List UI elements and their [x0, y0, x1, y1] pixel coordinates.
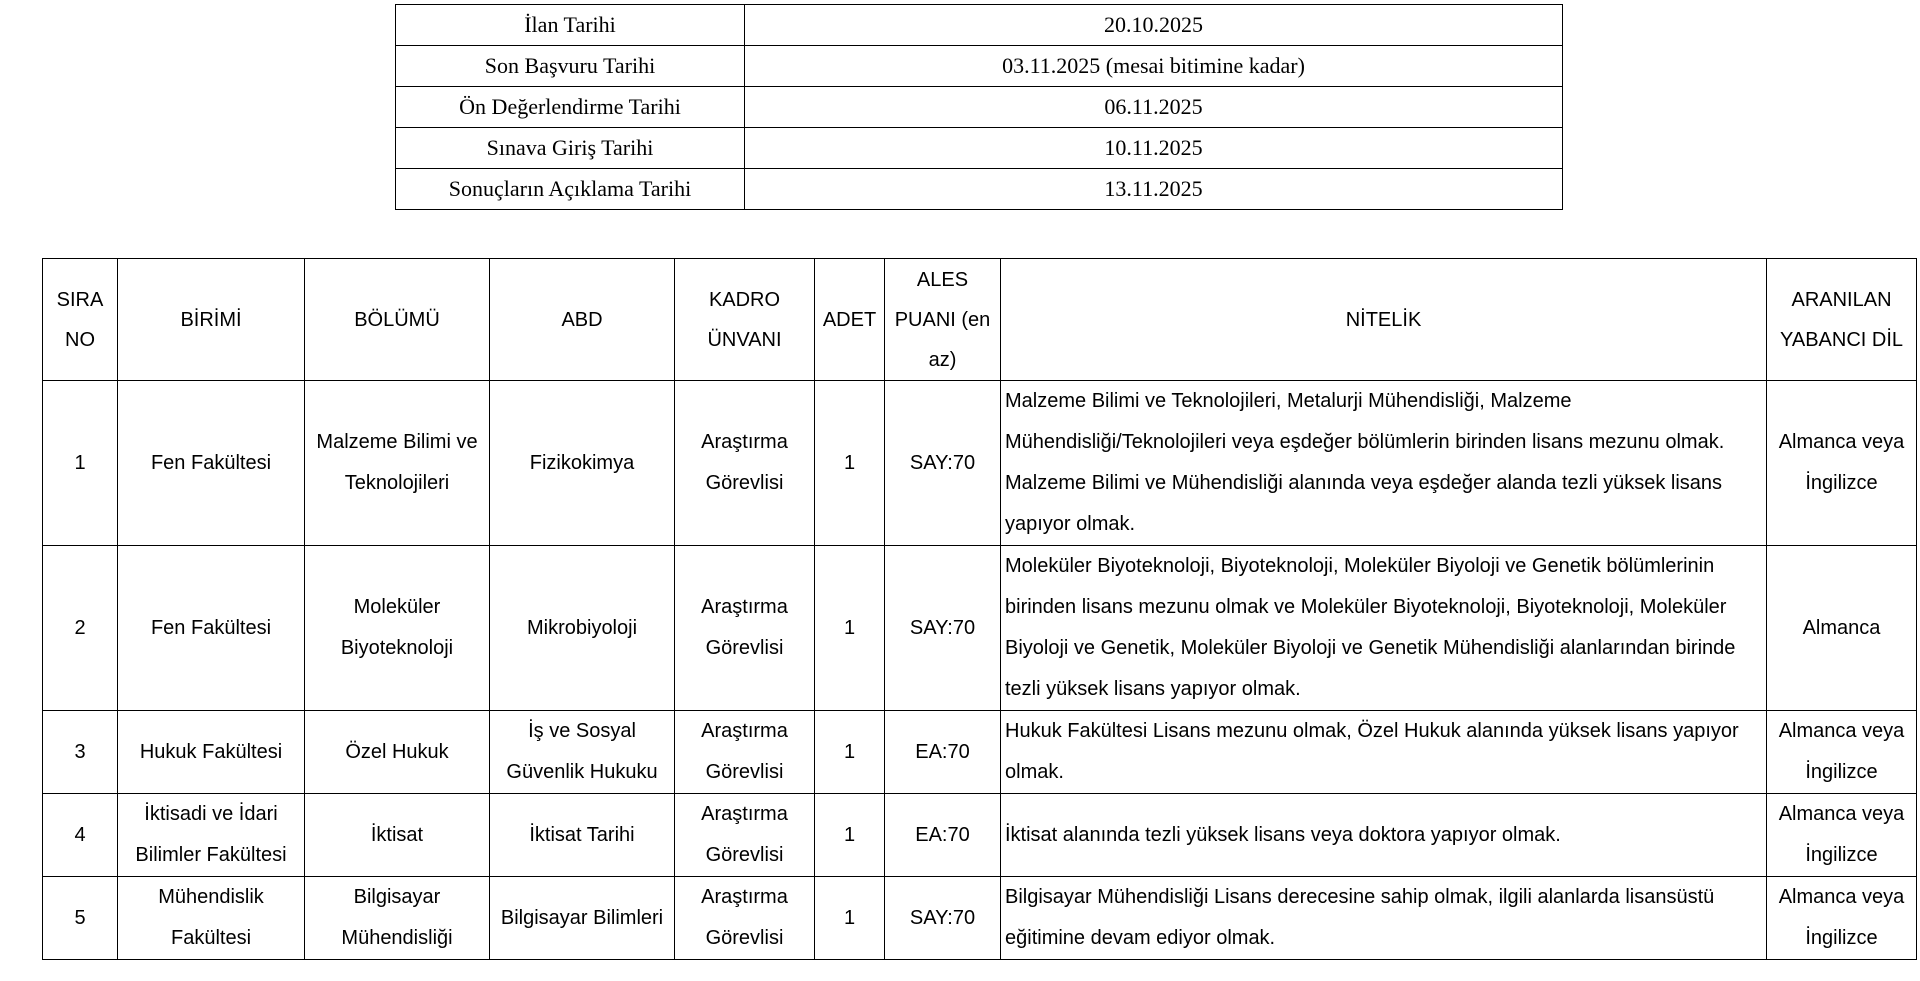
table-row: [43, 381, 1917, 546]
date-label: İlan Tarihi: [396, 5, 745, 46]
cell-nitelik: Bilgisayar Mühendisliği Lisans derecesine sahip olmak, ilgili alanlarda lisansüstü eğitimine devam ediyor olmak.: [1001, 877, 1767, 960]
cell-bolumu: Bilgisayar Mühendisliği: [305, 877, 490, 960]
date-row-sonuc-aciklama: [396, 169, 1563, 210]
cell-kadro-unvani: Araştırma Görevlisi: [675, 546, 815, 711]
cell-adet: 1: [815, 794, 885, 877]
cell-birimi: Mühendislik Fakültesi: [118, 877, 305, 960]
cell-sira-no: 2: [43, 546, 118, 711]
date-value: 03.11.2025 (mesai bitimine kadar): [745, 46, 1563, 87]
date-value: 20.10.2025: [745, 5, 1563, 46]
date-row-ilan: [396, 5, 1563, 46]
cell-abd: Bilgisayar Bilimleri: [490, 877, 675, 960]
cell-kadro-unvani: Araştırma Görevlisi: [675, 711, 815, 794]
table-row: [43, 711, 1917, 794]
header-nitelik: NİTELİK: [1001, 259, 1767, 381]
cell-adet: 1: [815, 381, 885, 546]
cell-ales-puani: EA:70: [885, 711, 1001, 794]
cell-ales-puani: SAY:70: [885, 546, 1001, 711]
cell-sira-no: 4: [43, 794, 118, 877]
date-value: 13.11.2025: [745, 169, 1563, 210]
cell-birimi: İktisadi ve İdari Bilimler Fakültesi: [118, 794, 305, 877]
positions-table: [42, 258, 1917, 960]
date-row-on-degerlendirme: [396, 87, 1563, 128]
cell-bolumu: Özel Hukuk: [305, 711, 490, 794]
cell-kadro-unvani: Araştırma Görevlisi: [675, 794, 815, 877]
table-row: [43, 546, 1917, 711]
date-value: 06.11.2025: [745, 87, 1563, 128]
cell-kadro-unvani: Araştırma Görevlisi: [675, 381, 815, 546]
cell-ales-puani: EA:70: [885, 794, 1001, 877]
cell-bolumu: Moleküler Biyoteknoloji: [305, 546, 490, 711]
date-label: Son Başvuru Tarihi: [396, 46, 745, 87]
cell-birimi: Hukuk Fakültesi: [118, 711, 305, 794]
header-sira-no: SIRA NO: [43, 259, 118, 381]
cell-nitelik: Malzeme Bilimi ve Teknolojileri, Metalurji Mühendisliği, Malzeme Mühendisliği/Teknolojileri veya eşdeğer bölümlerin birinden lisans mezunu olmak. Malzeme Bilimi ve Mühendisliği alanında veya eşdeğer alanda tezli yüksek lisans yapıyor olmak.: [1001, 381, 1767, 546]
cell-abd: İş ve Sosyal Güvenlik Hukuku: [490, 711, 675, 794]
date-row-sinava-giris: [396, 128, 1563, 169]
cell-yabanci-dil: Almanca: [1767, 546, 1917, 711]
cell-sira-no: 5: [43, 877, 118, 960]
cell-abd: Mikrobiyoloji: [490, 546, 675, 711]
cell-abd: İktisat Tarihi: [490, 794, 675, 877]
date-label: Ön Değerlendirme Tarihi: [396, 87, 745, 128]
date-row-son-basvuru: [396, 46, 1563, 87]
cell-abd: Fizikokimya: [490, 381, 675, 546]
header-yabanci-dil: ARANILAN YABANCI DİL: [1767, 259, 1917, 381]
date-label: Sınava Giriş Tarihi: [396, 128, 745, 169]
cell-birimi: Fen Fakültesi: [118, 546, 305, 711]
header-ales-puani: ALES PUANI (en az): [885, 259, 1001, 381]
cell-sira-no: 1: [43, 381, 118, 546]
cell-kadro-unvani: Araştırma Görevlisi: [675, 877, 815, 960]
cell-nitelik: Moleküler Biyoteknoloji, Biyoteknoloji, Moleküler Biyoloji ve Genetik bölümlerinin birinden lisans mezunu olmak ve Moleküler Biyoteknoloji, Biyoteknoloji, Moleküler Biyoloji ve Genetik, Moleküler Biyoloji ve Genetik Mühendisliği alanlarından birinde tezli yüksek lisans yapıyor olmak.: [1001, 546, 1767, 711]
header-kadro-unvani: KADRO ÜNVANI: [675, 259, 815, 381]
cell-sira-no: 3: [43, 711, 118, 794]
cell-bolumu: İktisat: [305, 794, 490, 877]
cell-adet: 1: [815, 546, 885, 711]
table-row: [43, 794, 1917, 877]
cell-yabanci-dil: Almanca veya İngilizce: [1767, 381, 1917, 546]
cell-adet: 1: [815, 711, 885, 794]
cell-bolumu: Malzeme Bilimi ve Teknolojileri: [305, 381, 490, 546]
date-label: Sonuçların Açıklama Tarihi: [396, 169, 745, 210]
cell-birimi: Fen Fakültesi: [118, 381, 305, 546]
dates-table: [395, 4, 1563, 210]
cell-yabanci-dil: Almanca veya İngilizce: [1767, 877, 1917, 960]
cell-ales-puani: SAY:70: [885, 381, 1001, 546]
cell-yabanci-dil: Almanca veya İngilizce: [1767, 711, 1917, 794]
cell-nitelik: İktisat alanında tezli yüksek lisans veya doktora yapıyor olmak.: [1001, 794, 1767, 877]
header-birimi: BİRİMİ: [118, 259, 305, 381]
header-abd: ABD: [490, 259, 675, 381]
table-row: [43, 877, 1917, 960]
date-value: 10.11.2025: [745, 128, 1563, 169]
cell-yabanci-dil: Almanca veya İngilizce: [1767, 794, 1917, 877]
cell-ales-puani: SAY:70: [885, 877, 1001, 960]
header-adet: ADET: [815, 259, 885, 381]
header-row: [43, 259, 1917, 381]
cell-adet: 1: [815, 877, 885, 960]
cell-nitelik: Hukuk Fakültesi Lisans mezunu olmak, Özel Hukuk alanında yüksek lisans yapıyor olmak.: [1001, 711, 1767, 794]
header-bolumu: BÖLÜMÜ: [305, 259, 490, 381]
